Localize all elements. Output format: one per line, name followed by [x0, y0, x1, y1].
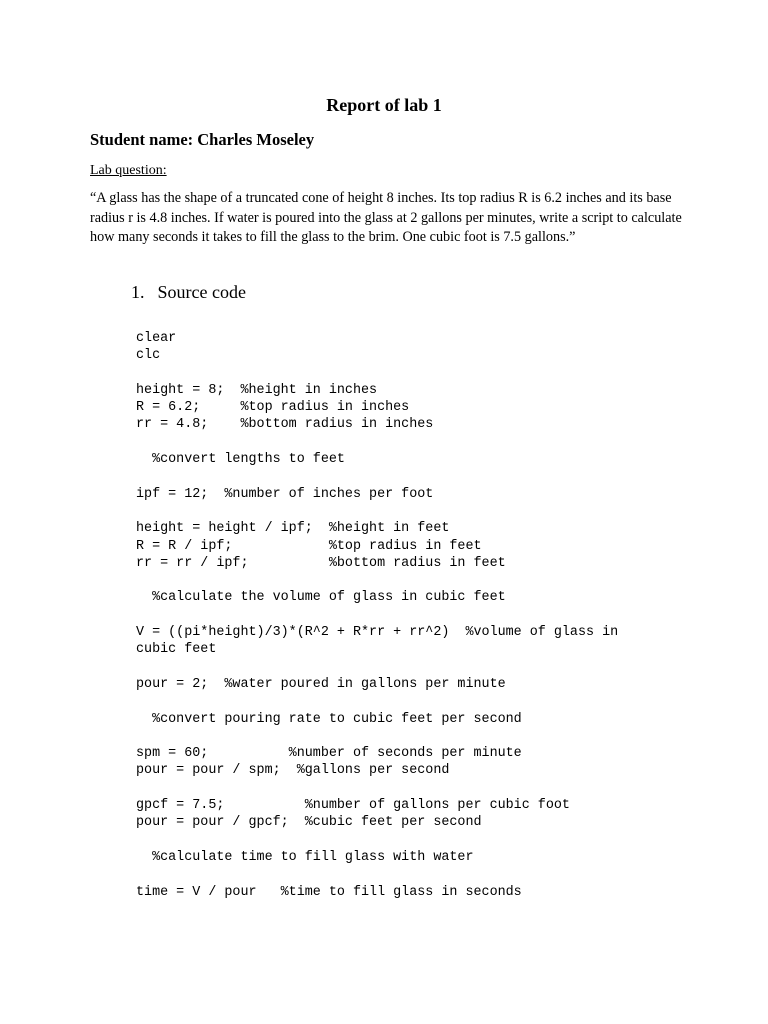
code-line: rr = rr / ipf; %bottom radius in feet [136, 555, 506, 571]
section-heading [131, 280, 246, 304]
code-line: R = R / ipf; %top radius in feet [136, 538, 482, 554]
code-line [136, 780, 618, 797]
code-line: V = ((pi*height)/3)*(R^2 + R*rr + rr^2) %volume of glass in [136, 625, 619, 641]
code-line [136, 503, 618, 520]
code-line: ipf = 12; %number of inches per foot [136, 486, 434, 502]
section-number: 1. [131, 282, 145, 302]
code-line: gpcf = 7.5; %number of gallons per cubic foot [136, 798, 570, 814]
code-line: pour = pour / spm; %gallons per second [136, 763, 450, 779]
code-line: time = V / pour %time to fill glass in seconds [136, 884, 522, 900]
code-line: height = height / ipf; %height in feet [136, 521, 450, 537]
code-line: cubic feet [136, 642, 217, 658]
code-line: clear [136, 331, 177, 346]
code-line [136, 572, 618, 589]
code-line [136, 659, 618, 676]
code-line [136, 365, 618, 382]
code-line: pour = pour / gpcf; %cubic feet per second [136, 815, 482, 831]
code-line: %calculate time to fill glass with water [136, 849, 474, 865]
code-line: rr = 4.8; %bottom radius in inches [136, 417, 434, 433]
code-line [136, 832, 618, 849]
code-line [136, 607, 618, 624]
code-line: R = 6.2; %top radius in inches [136, 400, 410, 416]
code-line: %convert lengths to feet [136, 452, 345, 468]
source-code-block [136, 330, 618, 901]
code-line [136, 728, 618, 745]
lab-question-text: “A glass has the shape of a truncated cone of height 8 inches. Its top radius R is 6.2 inches and its base radius r is 4.8 inches. If water is poured into the glass at 2 gallons per minutes, write a script to calculate how many seconds it takes to fill the glass to the brim. One cubic foot is 7.5 gallons.” [90, 190, 682, 245]
code-line: height = 8; %height in inches [136, 382, 378, 398]
lab-question-label: Lab question: [90, 163, 167, 178]
section-title: Source code [157, 282, 246, 302]
code-line: clc [136, 348, 161, 364]
student-name: Student name: Charles Moseley [90, 130, 315, 149]
code-line: pour = 2; %water poured in gallons per minute [136, 676, 506, 692]
code-line [136, 866, 618, 883]
code-line [136, 468, 618, 485]
code-line: spm = 60; %number of seconds per minute [136, 746, 522, 762]
code-line: %calculate the volume of glass in cubic feet [136, 590, 506, 606]
code-line: %convert pouring rate to cubic feet per second [136, 711, 522, 727]
report-title: Report of lab 1 [326, 95, 442, 115]
code-line [136, 434, 618, 451]
code-line [136, 693, 618, 710]
